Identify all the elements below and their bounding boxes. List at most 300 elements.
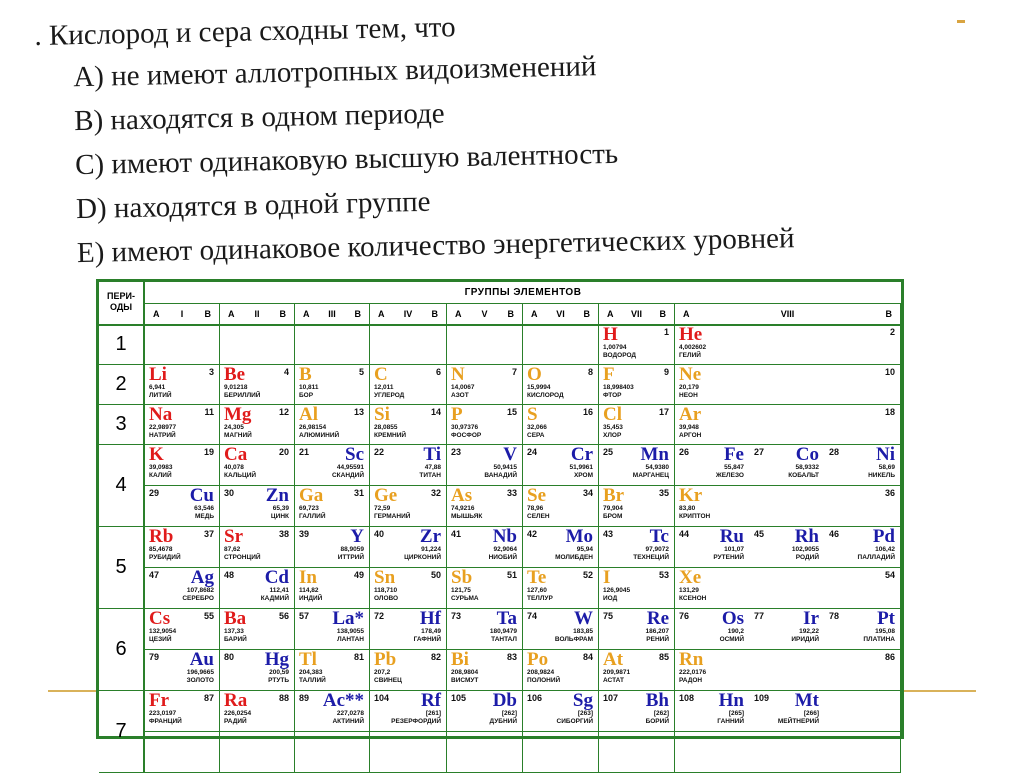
element-in[interactable]: [295, 567, 370, 607]
element-symbol: Bi: [451, 649, 469, 670]
element-name: ЦИРКОНИЙ: [404, 554, 441, 561]
element-symbol: Pb: [374, 649, 397, 670]
element-name: МЕДЬ: [194, 513, 214, 520]
element-symbol: Ru: [719, 526, 744, 547]
atomic-number: 21: [299, 447, 310, 457]
atomic-mass: 227,0278: [336, 710, 364, 717]
atomic-mass: 101,07: [724, 546, 744, 553]
atomic-number: 44: [679, 529, 690, 539]
element-symbol: Co: [795, 444, 819, 465]
element-symbol: Br: [603, 485, 625, 506]
element-name: КОБАЛЬТ: [788, 472, 819, 479]
group-header-3: [295, 303, 370, 324]
atomic-mass: 39,948: [679, 424, 699, 431]
element-pt[interactable]: [825, 608, 901, 648]
atomic-number: 109: [754, 693, 770, 703]
element-symbol: Be: [224, 364, 246, 385]
element-nb[interactable]: [447, 526, 523, 566]
element-na[interactable]: [145, 404, 220, 444]
atomic-mass: 107,8682: [186, 587, 214, 594]
atomic-mass: 208,9804: [451, 669, 479, 676]
element-symbol: Ga: [299, 485, 324, 506]
atomic-mass: 47,88: [424, 464, 441, 471]
element-zr[interactable]: [370, 526, 447, 566]
group-header-r: IV: [403, 308, 413, 319]
element-symbol: As: [451, 485, 473, 506]
element-s[interactable]: [523, 404, 599, 444]
atomic-mass: 9,01218: [224, 384, 248, 391]
element-cd[interactable]: [220, 567, 295, 607]
element-symbol: Mn: [640, 444, 669, 465]
element-sc[interactable]: [295, 444, 370, 484]
element-symbol: La*: [332, 608, 364, 629]
element-se[interactable]: [523, 485, 599, 525]
period-number: 7: [99, 690, 145, 772]
atomic-number: 40: [374, 529, 385, 539]
element-name: КАЛЬЦИЙ: [224, 472, 257, 479]
atomic-number: 15: [506, 407, 517, 417]
element-symbol: Rn: [679, 649, 704, 670]
atomic-mass: [263]: [577, 710, 593, 717]
atomic-number: 12: [278, 407, 289, 417]
answer-option-d[interactable]: D) находятся в одной группе: [75, 185, 431, 226]
element-cs[interactable]: [145, 608, 220, 648]
element-symbol: Xe: [679, 567, 702, 588]
atomic-mass: 131,29: [679, 587, 699, 594]
atomic-number: 32: [430, 488, 441, 498]
atomic-mass: 55,847: [724, 464, 744, 471]
element-symbol: W: [574, 608, 593, 629]
atomic-mass: 178,49: [421, 628, 441, 635]
grid-cell: [220, 324, 295, 364]
element-hg[interactable]: [220, 649, 295, 689]
group-header-a: А: [378, 308, 385, 319]
periods-header: ПЕРИ- ОДЫ: [99, 282, 145, 324]
atomic-number: 37: [203, 529, 214, 539]
atomic-number: 11: [204, 407, 214, 417]
element-y[interactable]: [295, 526, 370, 566]
element-os[interactable]: [675, 608, 750, 648]
element-symbol: Sc: [345, 444, 364, 465]
group-header-r: VIII: [780, 308, 795, 319]
atomic-mass: 195,08: [875, 628, 895, 635]
grid-cell: [295, 324, 370, 364]
element-name: ИТТРИЙ: [337, 554, 364, 561]
atomic-number: 9: [663, 367, 669, 377]
element-cr[interactable]: [523, 444, 599, 484]
atomic-number: 7: [511, 367, 517, 377]
element-he[interactable]: [675, 324, 901, 364]
element-symbol: I: [603, 567, 611, 588]
atomic-mass: 114,82: [299, 587, 319, 594]
element-name: СЕРЕБРО: [182, 595, 214, 602]
answer-option-e[interactable]: Е) имеют одинаковое количество энергетических уровней: [76, 222, 795, 270]
element-db[interactable]: [447, 690, 523, 730]
element-name: ПОЛОНИЙ: [527, 677, 561, 684]
element-bh[interactable]: [599, 690, 675, 730]
element-fe[interactable]: [675, 444, 750, 484]
element-at[interactable]: [599, 649, 675, 689]
element-symbol: C: [374, 364, 388, 385]
atomic-mass: 85,4678: [149, 546, 173, 553]
answer-option-c[interactable]: С) имеют одинаковую высшую валентность: [74, 137, 619, 182]
atomic-mass: 88,9059: [340, 546, 364, 553]
element-symbol: Al: [299, 404, 318, 425]
atomic-number: 22: [374, 447, 385, 457]
atomic-mass: [266]: [803, 710, 819, 717]
element-mg[interactable]: [220, 404, 295, 444]
element-name: МАГНИЙ: [224, 432, 252, 439]
atomic-number: 10: [884, 367, 895, 377]
element-symbol: Ne: [679, 364, 702, 385]
element-symbol: Fe: [723, 444, 744, 465]
element-symbol: Cl: [603, 404, 622, 425]
element-mt[interactable]: [750, 690, 825, 730]
atomic-number: 80: [224, 652, 235, 662]
element-ne[interactable]: [675, 364, 901, 404]
element-symbol: P: [451, 404, 463, 425]
element-name: РУТЕНИЙ: [713, 554, 744, 561]
element-name: ЗОЛОТО: [186, 677, 214, 684]
element-ru[interactable]: [675, 526, 750, 566]
grid-cell: [370, 324, 447, 364]
element-b[interactable]: [295, 364, 370, 404]
element-pd[interactable]: [825, 526, 901, 566]
element-hf[interactable]: [370, 608, 447, 648]
element-symbol: Sg: [572, 690, 593, 711]
element-symbol: Na: [149, 404, 173, 425]
group-header-6: [523, 303, 599, 324]
element-po[interactable]: [523, 649, 599, 689]
element-symbol: Sn: [374, 567, 396, 588]
period-number: 2: [99, 364, 145, 404]
element-name: РАДИЙ: [224, 718, 247, 725]
answer-option-a[interactable]: А) не имеют аллотропных видоизменений: [72, 50, 597, 94]
atomic-number: 73: [451, 611, 462, 621]
atomic-mass: 58,9332: [795, 464, 819, 471]
group-header-a: А: [228, 308, 235, 319]
element-la[interactable]: [295, 608, 370, 648]
group-header-b: В: [204, 308, 211, 319]
atomic-number: 86: [884, 652, 895, 662]
element-symbol: Rb: [149, 526, 174, 547]
element-cu[interactable]: [145, 485, 220, 525]
element-name: СУРЬМА: [451, 595, 479, 602]
atomic-mass: 132,9054: [149, 628, 177, 635]
element-name: БАРИЙ: [224, 636, 247, 643]
element-symbol: O: [527, 364, 542, 385]
atomic-mass: 137,33: [224, 628, 244, 635]
element-name: ТАЛЛИЙ: [299, 677, 326, 684]
element-name: ВАНАДИЙ: [484, 472, 517, 479]
element-mn[interactable]: [599, 444, 675, 484]
element-name: КРЕМНИЙ: [374, 432, 407, 439]
element-name: ХРОМ: [573, 472, 593, 479]
element-tc[interactable]: [599, 526, 675, 566]
group-header-a: А: [455, 308, 462, 319]
atomic-mass: 1,00794: [603, 344, 627, 351]
element-bi[interactable]: [447, 649, 523, 689]
atomic-number: 17: [658, 407, 669, 417]
element-name: ИОД: [603, 595, 618, 602]
element-ga[interactable]: [295, 485, 370, 525]
element-cl[interactable]: [599, 404, 675, 444]
element-ni[interactable]: [825, 444, 901, 484]
element-symbol: Y: [350, 526, 364, 547]
atomic-number: 104: [374, 693, 390, 703]
atomic-number: 26: [679, 447, 690, 457]
element-te[interactable]: [523, 567, 599, 607]
group-header-2: [220, 303, 295, 324]
element-i[interactable]: [599, 567, 675, 607]
element-n[interactable]: [447, 364, 523, 404]
element-symbol: Se: [527, 485, 546, 506]
element-symbol: Ni: [876, 444, 895, 465]
element-k[interactable]: [145, 444, 220, 484]
element-symbol: B: [299, 364, 312, 385]
atomic-mass: 24,305: [224, 424, 244, 431]
element-tl[interactable]: [295, 649, 370, 689]
element-name: ПАЛЛАДИЙ: [857, 554, 895, 561]
atomic-number: 20: [278, 447, 289, 457]
atomic-number: 16: [582, 407, 593, 417]
atomic-mass: 18,998403: [603, 384, 634, 391]
atomic-number: 107: [603, 693, 619, 703]
element-name: ЦИНК: [270, 513, 289, 520]
element-symbol: Tl: [299, 649, 317, 670]
element-p[interactable]: [447, 404, 523, 444]
element-rf[interactable]: [370, 690, 447, 730]
element-name: ФРАНЦИЙ: [149, 718, 182, 725]
element-h[interactable]: [599, 324, 675, 364]
atomic-mass: 83,80: [679, 505, 696, 512]
grid-cell: [447, 324, 523, 364]
atomic-number: 24: [527, 447, 538, 457]
atomic-mass: 222,0176: [679, 669, 707, 676]
element-pb[interactable]: [370, 649, 447, 689]
element-name: МЫШЬЯК: [451, 513, 483, 520]
element-ca[interactable]: [220, 444, 295, 484]
atomic-mass: 28,0855: [374, 424, 398, 431]
element-re[interactable]: [599, 608, 675, 648]
atomic-number: 55: [203, 611, 214, 621]
atomic-number: 14: [430, 407, 441, 417]
element-sg[interactable]: [523, 690, 599, 730]
atomic-mass: 204,383: [299, 669, 323, 676]
atomic-mass: 10,811: [299, 384, 319, 391]
element-v[interactable]: [447, 444, 523, 484]
element-br[interactable]: [599, 485, 675, 525]
element-au[interactable]: [145, 649, 220, 689]
element-ba[interactable]: [220, 608, 295, 648]
element-name: СЕЛЕН: [527, 513, 550, 520]
element-symbol: Ra: [224, 690, 248, 711]
element-symbol: Hf: [419, 608, 441, 629]
element-symbol: Li: [149, 364, 167, 385]
element-hn[interactable]: [675, 690, 750, 730]
atomic-mass: 30,97376: [451, 424, 479, 431]
element-sb[interactable]: [447, 567, 523, 607]
element-symbol: Po: [527, 649, 549, 670]
atomic-number: 88: [278, 693, 289, 703]
element-ac[interactable]: [295, 690, 370, 730]
atomic-number: 47: [149, 570, 160, 580]
element-ag[interactable]: [145, 567, 220, 607]
atomic-mass: 207,2: [374, 669, 391, 676]
atomic-number: 8: [587, 367, 593, 377]
element-name: ТЕХНЕЦИЙ: [633, 554, 669, 561]
element-sn[interactable]: [370, 567, 447, 607]
element-zn[interactable]: [220, 485, 295, 525]
element-name: АЛЮМИНИЙ: [299, 432, 340, 439]
element-be[interactable]: [220, 364, 295, 404]
element-kr[interactable]: [675, 485, 901, 525]
atomic-mass: 6,941: [149, 384, 166, 391]
element-name: НАТРИЙ: [149, 432, 176, 439]
element-name: СВИНЕЦ: [374, 677, 402, 684]
atomic-number: 19: [203, 447, 214, 457]
element-rh[interactable]: [750, 526, 825, 566]
element-name: НИКЕЛЬ: [868, 472, 895, 479]
atomic-mass: 208,9824: [527, 669, 555, 676]
group-header-8: [675, 303, 901, 324]
element-ar[interactable]: [675, 404, 901, 444]
element-name: СКАНДИЙ: [331, 472, 364, 479]
element-name: АКТИНИЙ: [332, 718, 364, 725]
atomic-mass: 14,0067: [451, 384, 475, 391]
element-rb[interactable]: [145, 526, 220, 566]
atomic-mass: [265]: [728, 710, 744, 717]
element-as[interactable]: [447, 485, 523, 525]
element-name: ВОЛЬФРАМ: [554, 636, 593, 643]
element-symbol: Fr: [149, 690, 170, 711]
atomic-mass: 121,75: [451, 587, 471, 594]
element-fr[interactable]: [145, 690, 220, 730]
atomic-mass: 186,207: [645, 628, 669, 635]
element-f[interactable]: [599, 364, 675, 404]
element-ta[interactable]: [447, 608, 523, 648]
atomic-mass: [261]: [425, 710, 441, 717]
atomic-number: 56: [278, 611, 289, 621]
atomic-mass: 190,2: [727, 628, 744, 635]
atomic-number: 23: [451, 447, 462, 457]
element-name: РТУТЬ: [268, 677, 289, 684]
element-co[interactable]: [750, 444, 825, 484]
element-name: ОСМИЙ: [719, 636, 744, 643]
group-header-r: III: [328, 308, 336, 319]
atomic-mass: 97,9072: [645, 546, 669, 553]
element-name: ОЛОВО: [374, 595, 399, 602]
element-symbol: Cs: [149, 608, 171, 629]
element-name: УГЛЕРОД: [374, 392, 405, 399]
atomic-number: 42: [527, 529, 538, 539]
element-symbol: Rf: [420, 690, 441, 711]
element-symbol: Cr: [570, 444, 593, 465]
atomic-number: 29: [149, 488, 160, 498]
element-c[interactable]: [370, 364, 447, 404]
atomic-mass: 127,60: [527, 587, 547, 594]
group-header-5: [447, 303, 523, 324]
atomic-mass: 50,9415: [493, 464, 517, 471]
element-mo[interactable]: [523, 526, 599, 566]
atomic-mass: 183,85: [573, 628, 593, 635]
element-symbol: Nb: [492, 526, 517, 547]
element-symbol: Os: [721, 608, 744, 629]
element-name: АЗОТ: [451, 392, 469, 399]
group-header-b: В: [583, 308, 590, 319]
atomic-number: 28: [829, 447, 840, 457]
atomic-mass: [262]: [653, 710, 669, 717]
element-name: КРИПТОН: [679, 513, 711, 520]
period-number: 4: [99, 444, 145, 526]
element-symbol: Ac**: [322, 690, 364, 711]
atomic-mass: 26,98154: [299, 424, 327, 431]
element-name: КАЛИЙ: [149, 472, 172, 479]
group-header-7: [599, 303, 675, 324]
grid-cell: [523, 324, 599, 364]
element-name: ВИСМУТ: [451, 677, 479, 684]
answer-option-b[interactable]: В) находятся в одном периоде: [73, 97, 445, 138]
row-subdivider: [145, 731, 901, 732]
element-name: БОР: [299, 392, 314, 399]
element-name: КАДМИЙ: [260, 595, 289, 602]
element-symbol: Cd: [264, 567, 289, 588]
element-name: КСЕНОН: [679, 595, 707, 602]
question-block: [34, 0, 999, 276]
atomic-mass: 72,59: [374, 505, 391, 512]
atomic-number: 39: [299, 529, 310, 539]
atomic-number: 81: [353, 652, 364, 662]
atomic-mass: 32,066: [527, 424, 547, 431]
element-ir[interactable]: [750, 608, 825, 648]
atomic-mass: 20,179: [679, 384, 699, 391]
element-ra[interactable]: [220, 690, 295, 730]
element-al[interactable]: [295, 404, 370, 444]
element-ge[interactable]: [370, 485, 447, 525]
element-ti[interactable]: [370, 444, 447, 484]
element-name: ТАНТАЛ: [491, 636, 517, 643]
element-w[interactable]: [523, 608, 599, 648]
atomic-mass: 92,9064: [493, 546, 517, 553]
group-header-r: VI: [556, 308, 565, 319]
atomic-mass: [262]: [501, 710, 517, 717]
element-symbol: Sr: [224, 526, 243, 547]
element-symbol: Cu: [189, 485, 214, 506]
group-header-r: I: [180, 308, 184, 319]
element-si[interactable]: [370, 404, 447, 444]
atomic-number: 85: [658, 652, 669, 662]
atomic-mass: 58,69: [878, 464, 895, 471]
group-header-a: А: [153, 308, 160, 319]
element-li[interactable]: [145, 364, 220, 404]
element-symbol: Ca: [224, 444, 248, 465]
element-o[interactable]: [523, 364, 599, 404]
element-name: СИБОРГИЙ: [556, 718, 593, 725]
group-header-r: II: [254, 308, 260, 319]
atomic-mass: 22,98977: [149, 424, 177, 431]
element-name: ГАЛЛИЙ: [299, 513, 326, 520]
element-xe[interactable]: [675, 567, 901, 607]
element-name: АРГОН: [679, 432, 702, 439]
element-symbol: Te: [527, 567, 547, 588]
element-sr[interactable]: [220, 526, 295, 566]
element-name: РУБИДИЙ: [149, 554, 181, 561]
element-rn[interactable]: [675, 649, 901, 689]
group-header-a: А: [531, 308, 538, 319]
element-name: ГАФНИЙ: [413, 636, 441, 643]
atomic-mass: 54,9380: [645, 464, 669, 471]
element-name: МОЛИБДЕН: [555, 554, 593, 561]
